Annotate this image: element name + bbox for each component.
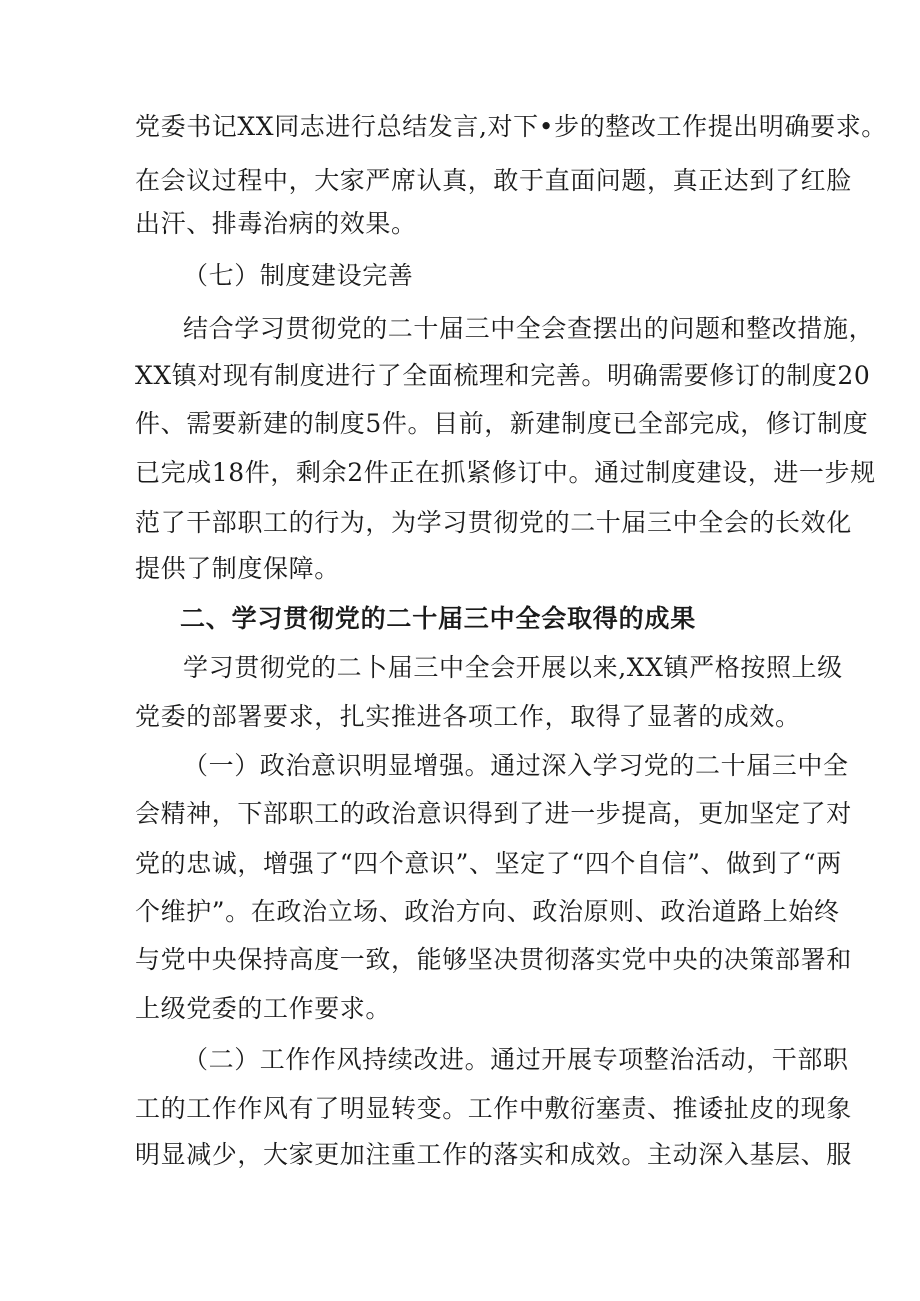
text-line-21: 工的工作作风有了明显转变。工作中敷衍塞责、推诿扯皮的现象 xyxy=(135,1094,852,1123)
text-line-20: （二）工作作风持续改进。通过开展专项整治活动，干部职 xyxy=(183,1045,849,1074)
text-line-7: 件、需要新建的制度5件。目前，新建制度已全部完成，修订制度 xyxy=(135,409,869,438)
text-line-3: 出汗、排毒治病的效果。 xyxy=(135,209,417,238)
section-heading-7: （七）制度建设完善 xyxy=(183,261,414,290)
text-line-6: XX镇对现有制度进行了全面梳理和完善。明确需要修订的制度20 xyxy=(135,361,871,390)
text-line-8: 已完成18件，剩余2件正在抓紧修订中。通过制度建设，进一步规 xyxy=(135,458,876,487)
text-line-5: 结合学习贯彻党的二十届三中全会查摆出的问题和整改措施， xyxy=(183,314,875,343)
text-line-15: 会精神，下部职工的政治意识得到了进一步提高，更加坚定了对 xyxy=(135,799,852,828)
text-line-12: 学习贯彻党的二卜届三中全会开展以来,XX镇严格按照上级 xyxy=(183,653,843,682)
text-line-16: 党的忠诚，增强了“四个意识”、坚定了“四个自信”、做到了“两 xyxy=(135,849,842,878)
text-line-17: 个维护”。在政治立场、政治方向、政治原则、政治道路上始终 xyxy=(135,897,840,926)
text-line-14: （一）政治意识明显增强。通过深入学习党的二十届三中全 xyxy=(183,751,849,780)
chapter-heading-2: 二、学习贯彻党的二十届三中全会取得的成果 xyxy=(180,604,697,633)
text-line-1: 党委书记XX同志进行总结发言,对下•步的整改工作提出明确要求。 xyxy=(135,112,887,141)
text-line-9: 范了干部职工的行为，为学习贯彻党的二十届三中全会的长效化 xyxy=(135,508,852,537)
text-line-18: 与党中央保持高度一致，能够坚决贯彻落实党中央的决策部署和 xyxy=(135,945,852,974)
text-line-22: 明显减少，大家更加注重工作的落实和成效。主动深入基层、服 xyxy=(135,1140,852,1169)
text-line-2: 在会议过程中，大家严席认真，敢于直面问题，真正达到了红脸 xyxy=(135,166,852,195)
text-line-10: 提供了制度保障。 xyxy=(135,554,340,583)
text-line-19: 上级党委的工作要求。 xyxy=(135,994,392,1023)
text-line-13: 党委的部署要求，扎实推进各项工作，取得了显著的成效。 xyxy=(135,702,801,731)
